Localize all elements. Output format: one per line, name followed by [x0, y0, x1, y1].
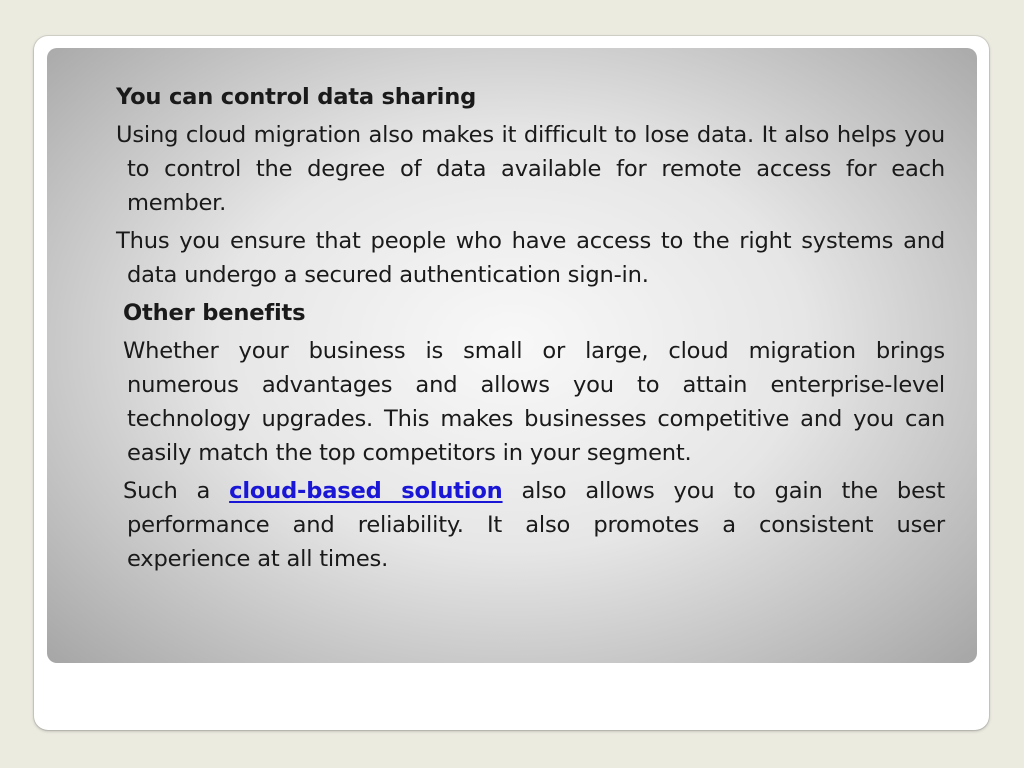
- heading-other-benefits: Other benefits: [123, 300, 306, 326]
- cloud-based-solution-link[interactable]: cloud-based solution: [229, 478, 503, 504]
- paragraph-authentication: Thus you ensure that people who have access to the right systems and data undergo a secured authentication sign-in.: [116, 228, 945, 288]
- paragraph-cloud-solution: [116, 474, 945, 576]
- paragraph-cloud-migration: Using cloud migration also makes it difficult to lose data. It also helps you to control the degree of data available for remote access for each member.: [116, 122, 945, 216]
- paragraph-prefix: Such a: [123, 478, 230, 504]
- slide-content: [116, 80, 945, 580]
- paragraph-business-advantages: Whether your business is small or large, cloud migration brings numerous advantages and allows you to attain enterprise-level technology upgrades. This makes businesses competitive and you can easily match the top competitors in your segment.: [123, 338, 945, 466]
- paragraph-suffix: also allows you to gain the best performance and reliability. It also promotes a consistent user experience at all times.: [127, 478, 946, 572]
- heading-data-sharing: You can control data sharing: [116, 84, 477, 110]
